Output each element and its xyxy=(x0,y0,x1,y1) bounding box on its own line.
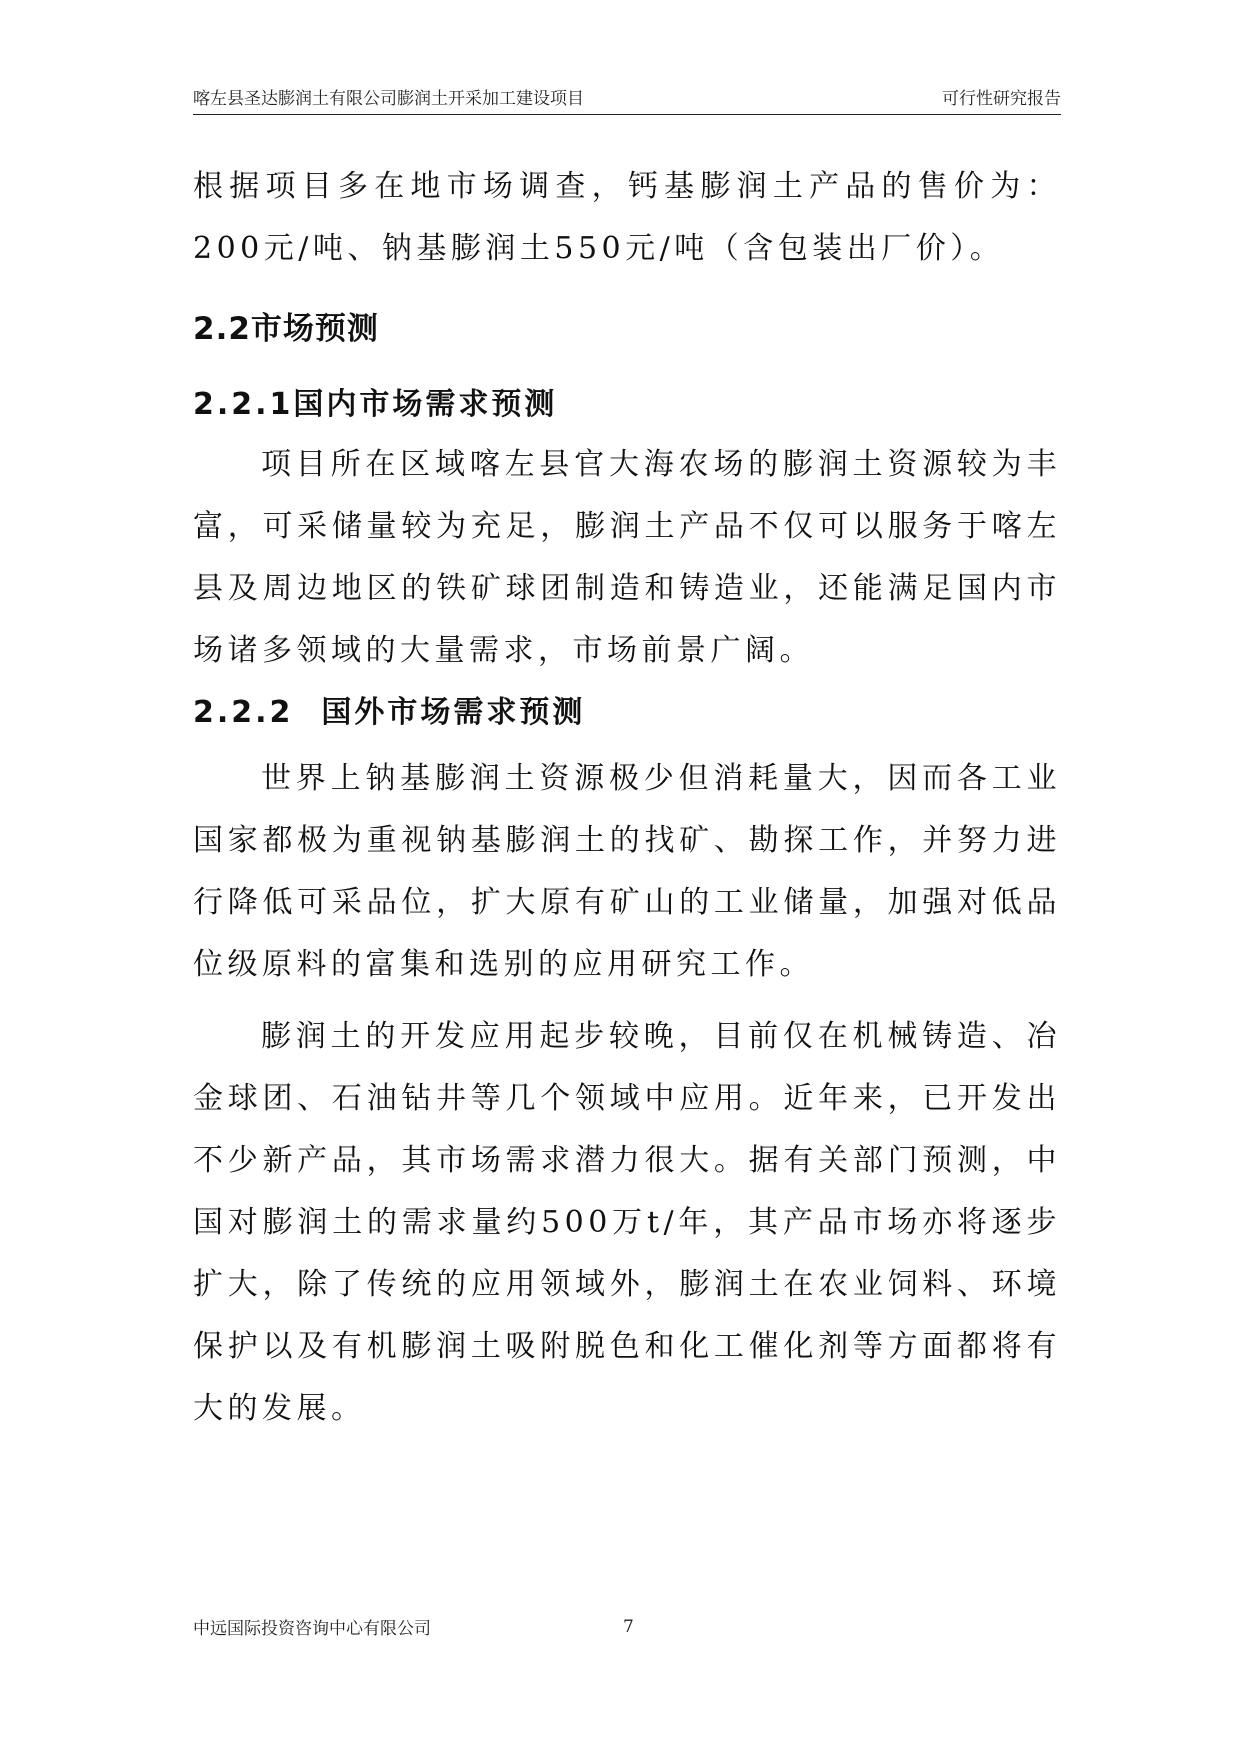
price-paragraph: 根据项目多在地市场调查，钙基膨润土产品的售价为：200元/吨、钠基膨润土550元/吨（含包装出厂价）。 xyxy=(193,169,1061,266)
header-report-type: 可行性研究报告 xyxy=(942,89,1061,109)
foreign-demand-paragraph-1: 世界上钠基膨润土资源极少但消耗量大，因而各工业国家都极为重视钠基膨润土的找矿、勘探工作，并努力进行降低可采品位，扩大原有矿山的工业储量，加强对低品位级原料的富集和选别的应用研究工作。 xyxy=(193,761,1061,982)
page-body xyxy=(193,156,1061,1440)
page-number: 7 xyxy=(623,1617,634,1637)
section-heading-foreign-demand xyxy=(193,684,1061,742)
domestic-demand-paragraph: 项目所在区域喀左县官大海农场的膨润土资源较为丰富，可采储量较为充足，膨润土产品不仅可以服务于喀左县及周边地区的铁矿球团制造和铸造业，还能满足国内市场诸多领域的大量需求，市场前景广阔。 xyxy=(193,447,1061,668)
page-header xyxy=(193,88,1061,115)
header-project-title: 喀左县圣达膨润土有限公司膨润土开采加工建设项目 xyxy=(193,89,584,109)
section-heading-market-forecast: 2.2市场预测 xyxy=(193,311,379,347)
section-number: 2.2.2 xyxy=(193,695,294,730)
page-footer xyxy=(193,1618,1061,1642)
foreign-demand-paragraph-2: 膨润土的开发应用起步较晚，目前仅在机械铸造、冶金球团、石油钻井等几个领域中应用。近年来，已开发出不少新产品，其市场需求潜力很大。据有关部门预测，中国对膨润土的需求量约500万t/年，其产品市场亦将逐步扩大，除了传统的应用领域外，膨润土在农业饲料、环境保护以及有机膨润土吸附脱色和化工催化剂等方面都将有大的发展。 xyxy=(193,1019,1061,1426)
footer-company: 中远国际投资咨询中心有限公司 xyxy=(193,1619,431,1639)
section-title: 国外市场需求预测 xyxy=(321,695,586,730)
section-heading-domestic-demand: 2.2.1国内市场需求预测 xyxy=(193,387,558,422)
